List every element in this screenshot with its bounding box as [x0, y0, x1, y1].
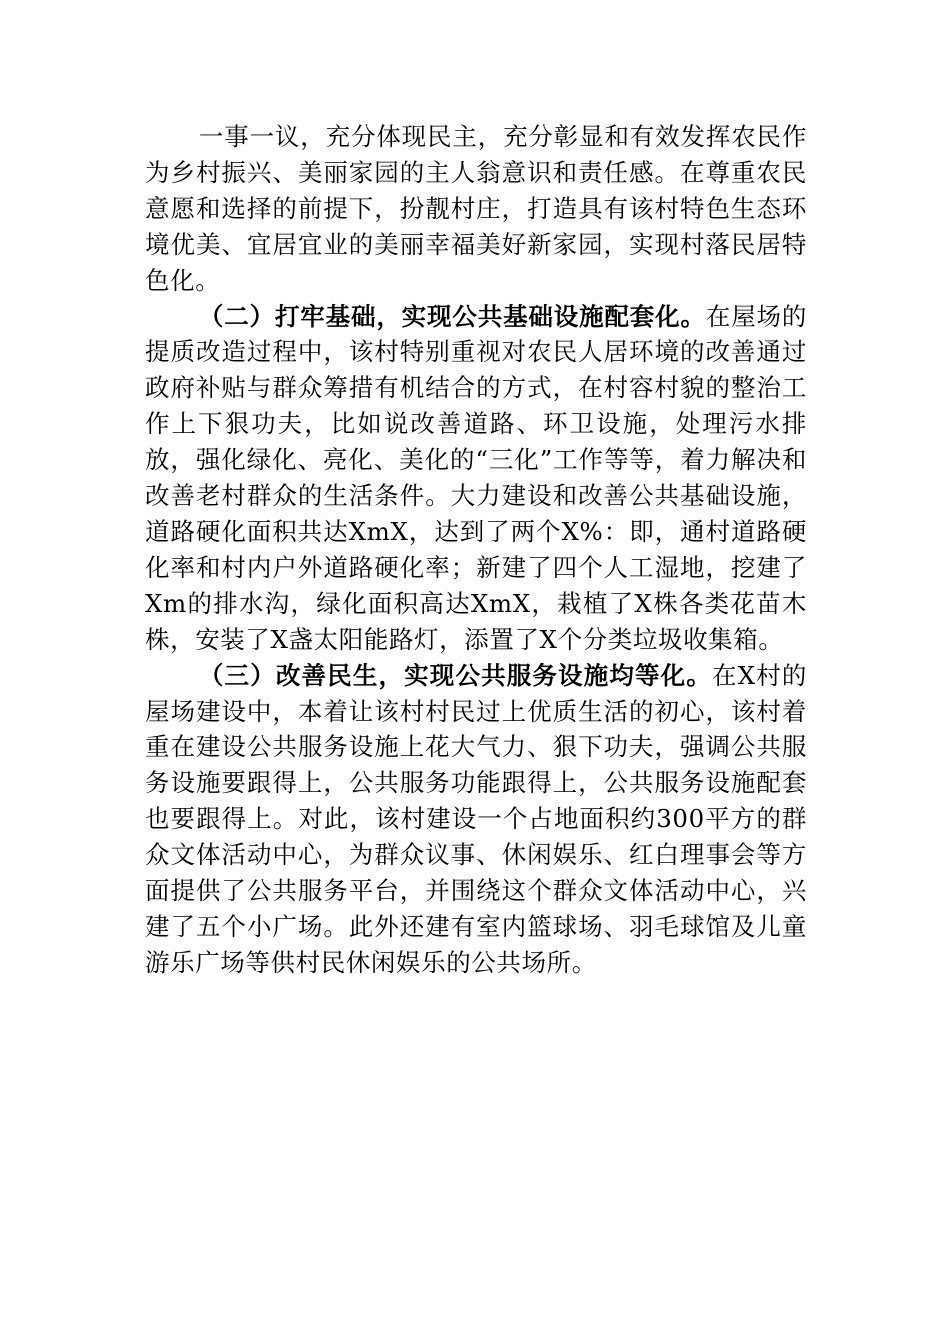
document-body: [145, 119, 807, 981]
paragraph-text: 一事一议，充分体现民主，充分彰显和有效发挥农民作为乡村振兴、美丽家园的主人翁意识和责任感。在尊重农民意愿和选择的前提下，扮靓村庄，打造具有该村特色生态环境优美、宜居宜业的美丽幸福美好新家园，实现村落民居特色化。: [145, 122, 807, 295]
paragraph-village-housing: [145, 119, 807, 299]
paragraph-text: 在X村的屋场建设中，本着让该村村民过上优质生活的初心，该村着重在建设公共服务设施上花大气力、狠下功夫，强调公共服务设施要跟得上，公共服务功能跟得上，公共服务设施配套也要跟得上。对此，该村建设一个占地面积约300平方的群众文体活动中心，为群众议事、休闲娱乐、红白理事会等方面提供了公共服务平台，并围绕这个群众文体活动中心，兴建了五个小广场。此外还建有室内篮球场、羽毛球馆及儿童游乐广场等供村民休闲娱乐的公共场所。: [145, 660, 808, 977]
paragraph-text: 在屋场的提质改造过程中，该村特别重视对农民人居环境的改善通过政府补贴与群众筹措有机结合的方式，在村容村貌的整治工作上下狠功夫，比如说改善道路、环卫设施，处理污水排放，强化绿化、亮化、美化的“三化”工作等等，着力解决和改善老村群众的生活条件。大力建设和改善公共基础设施，道路硬化面积共达XmX，达到了两个X%：即，通村道路硬化率和村内户外道路硬化率；新建了四个人工湿地，挖建了Xm的排水沟，绿化面积高达XmX，栽植了X株各类花苗木株，安装了X盏太阳能路灯，添置了X个分类垃圾收集箱。: [145, 301, 808, 654]
paragraph-heading: （二）打牢基础，实现公共基础设施配套化。: [198, 301, 706, 331]
paragraph-heading: （三）改善民生，实现公共服务设施均等化。: [198, 660, 712, 690]
paragraph-infrastructure: [145, 299, 807, 658]
paragraph-public-services: [145, 658, 807, 981]
